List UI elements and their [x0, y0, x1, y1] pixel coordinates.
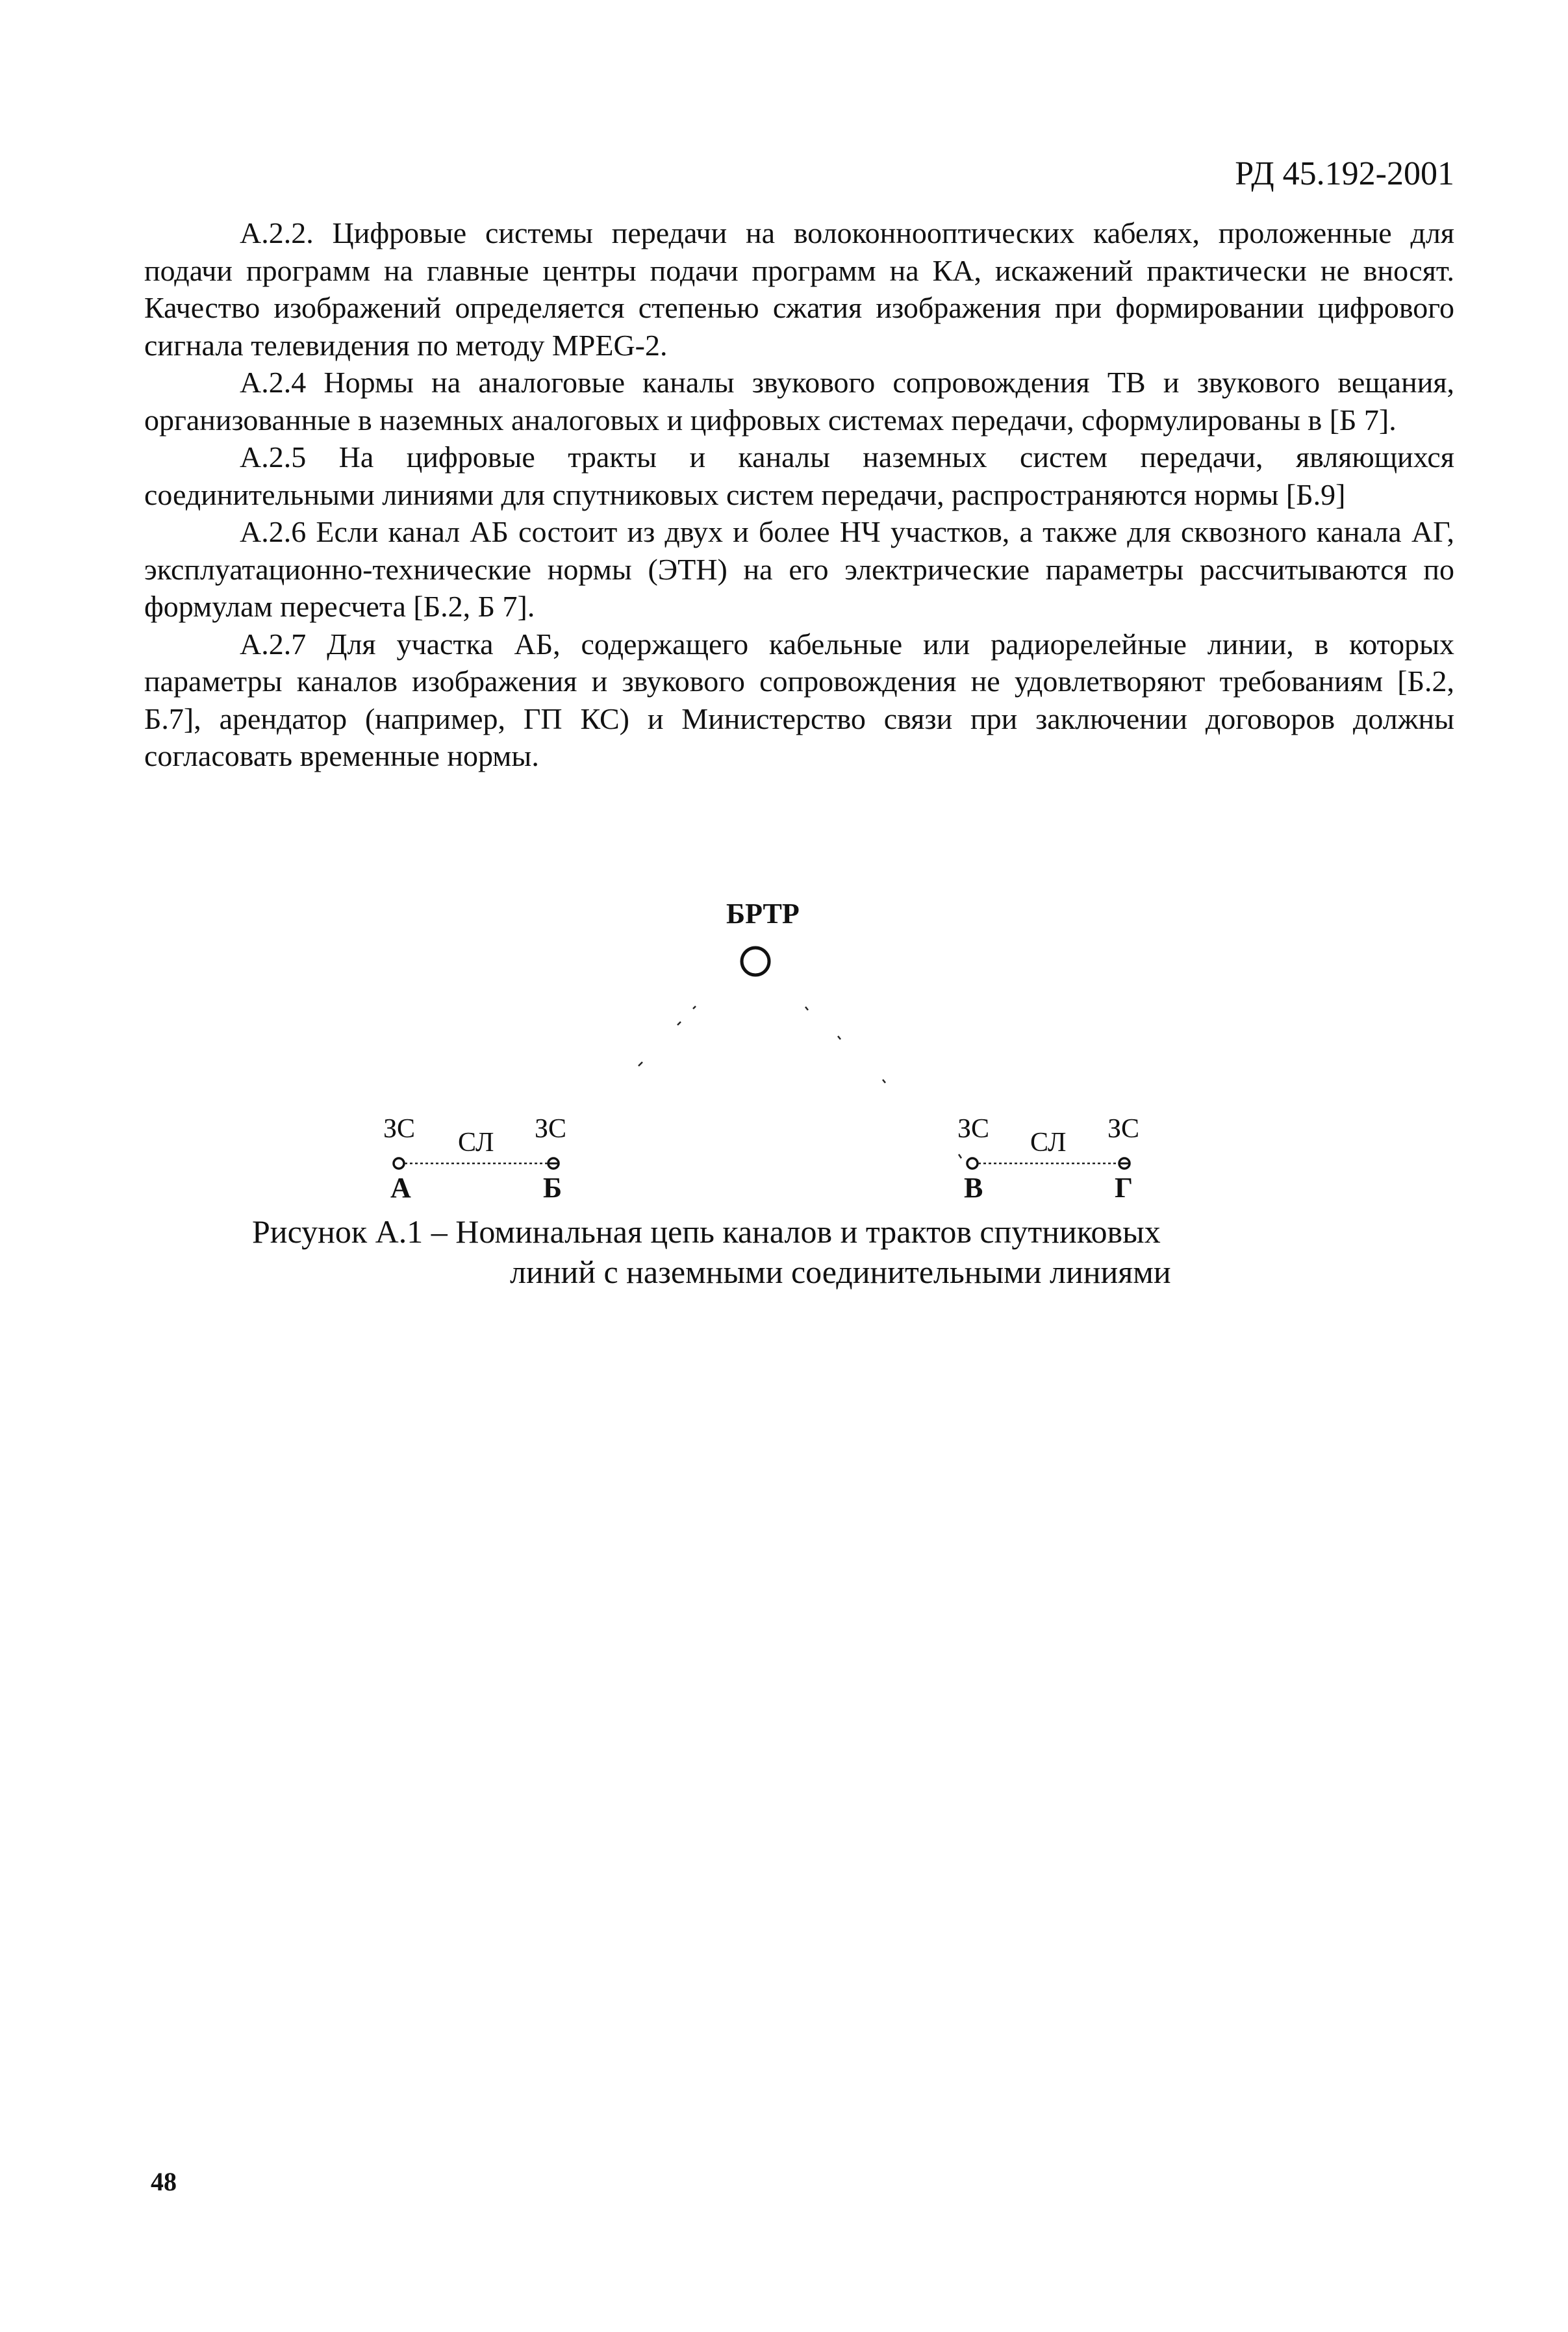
point-a-label: А — [390, 1172, 411, 1204]
point-b-label: Б — [543, 1172, 563, 1204]
paragraph-a-2-5: А.2.5 На цифровые тракты и каналы наземных систем передачи, являющихся соединительными линиями для спутниковых систем передачи, распространяются нормы [Б.9] — [144, 440, 1454, 511]
page-number: 48 — [151, 2167, 177, 2196]
figure-diagram — [0, 883, 1568, 1228]
station-a-top-label: ЗС — [383, 1114, 416, 1144]
document-code: РД 45.192-2001 — [1235, 155, 1454, 192]
station-d-top-label: ЗС — [1107, 1114, 1140, 1144]
satellite-label: БРТР — [726, 898, 800, 930]
right-downlink-line — [805, 1007, 885, 1083]
station-c-top-label: ЗС — [957, 1114, 990, 1144]
point-c-label: В — [964, 1172, 983, 1204]
tick-mark — [959, 1154, 961, 1158]
station-c-node — [967, 1158, 978, 1169]
paragraph-a-2-4: А.2.4 Нормы на аналоговые каналы звукового сопровождения ТВ и звукового вещания, организованные в наземных аналоговых и цифровых системах передачи, сформулированы в [Б 7]. — [144, 366, 1454, 437]
link-c-d-label: СЛ — [1030, 1128, 1067, 1158]
body-text — [144, 214, 1454, 775]
satellite-node — [742, 948, 769, 975]
caption-line-1: Рисунок А.1 – Номинальная цепь каналов и трактов спутниковых — [252, 1213, 1161, 1250]
link-a-b-label: СЛ — [458, 1128, 494, 1158]
paragraph-a-2-6: А.2.6 Если канал АБ состоит из двух и более НЧ участков, а также для сквозного канала АГ, эксплуатационно-технические нормы (ЭТН) на его электрические параметры рассчитываются по формулам пересчета [Б.2, Б 7]. — [144, 515, 1454, 623]
point-d-label: Г — [1115, 1172, 1133, 1204]
figure-a-1 — [0, 883, 1568, 1228]
station-b-top-label: ЗС — [535, 1114, 567, 1144]
station-a-node — [394, 1158, 404, 1169]
left-uplink-line — [639, 1006, 696, 1066]
paragraph-a-2-2: А.2.2. Цифровые системы передачи на волоконнооптических кабелях, проложенные для подачи программ на главные центры подачи программ на КА, искажений практически не вносят. Качество изображений определяется степенью сжатия изображения при формировании цифрового сигнала телевидения по методу MPEG-2. — [144, 216, 1454, 362]
figure-caption — [252, 1211, 1356, 1292]
paragraph-a-2-7: А.2.7 Для участка АБ, содержащего кабельные или радиорелейные линии, в которых параметры каналов изображения и звукового сопровождения не удовлетворяют требованиям [Б.2, Б.7], арендатор (например, ГП КС) и Министерство связи при заключении договоров должны согласовать временные нормы. — [144, 627, 1454, 772]
caption-line-2: линий с наземными соединительными линиями — [510, 1254, 1171, 1290]
